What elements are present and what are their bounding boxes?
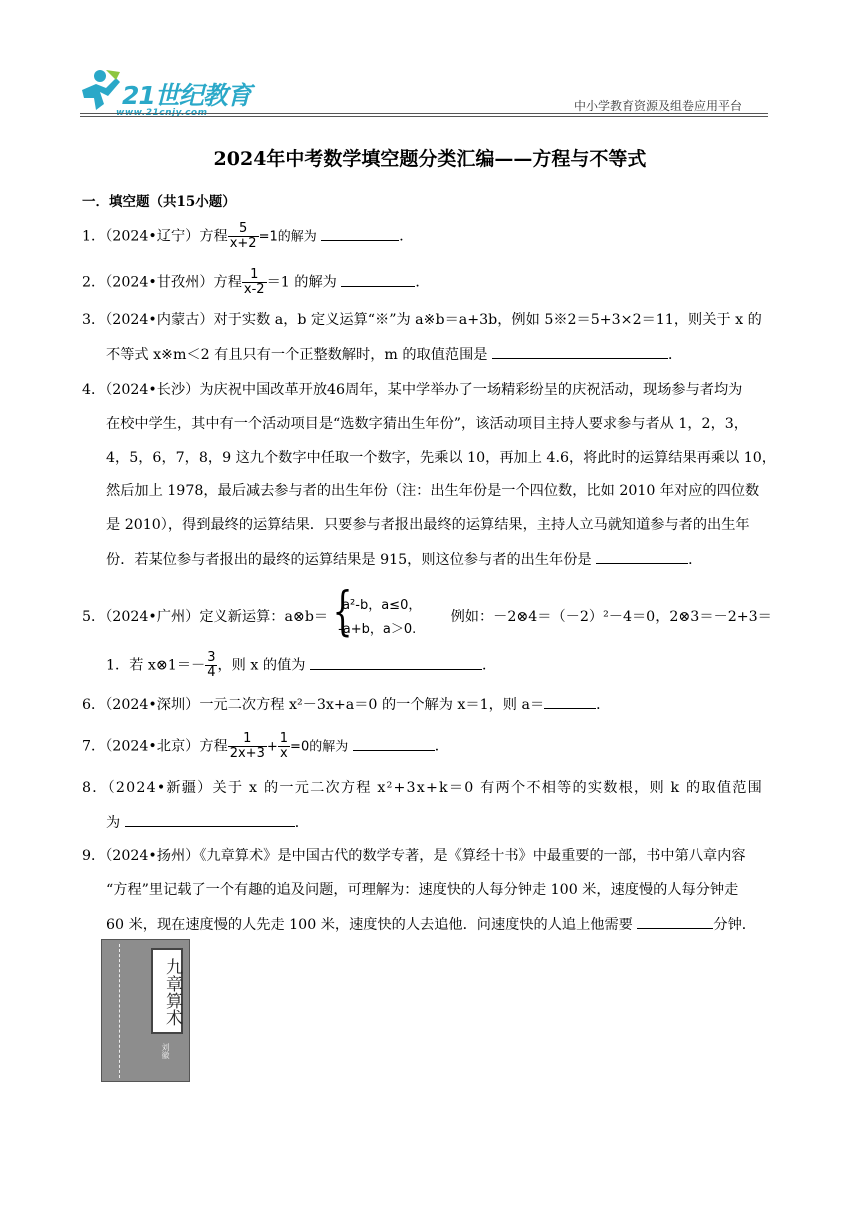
answer-blank[interactable] [321, 226, 399, 241]
fraction: $\frac{3}{4}$ [207, 650, 216, 680]
answer-blank[interactable] [310, 655, 482, 670]
logo-text: 21世纪教育 [122, 81, 251, 110]
answer-blank[interactable] [637, 914, 713, 929]
fraction: $\frac{5}{x+2}$ [229, 221, 257, 251]
fraction: $\frac{1}{x}$ [279, 731, 289, 761]
platform-label: 中小学教育资源及组卷应用平台 [573, 99, 742, 113]
runner-icon [76, 68, 122, 112]
answer-blank[interactable] [353, 736, 435, 751]
header-divider-2 [80, 116, 768, 117]
fraction: $\frac{1}{x-2}$ [243, 267, 265, 297]
header-divider [80, 113, 768, 114]
book-title: 九章算术 [151, 948, 183, 1034]
page-title: 2024年中考数学填空题分类汇编——方程与不等式 [213, 148, 647, 170]
answer-blank[interactable] [492, 344, 668, 359]
book-illustration [101, 939, 190, 1082]
book-binding [119, 944, 120, 1078]
answer-blank[interactable] [544, 694, 596, 709]
piecewise-definition: { a²-b，a≤0， -a+b，a＞0. [332, 582, 422, 642]
section-heading: 一．填空题（共15小题） [82, 194, 236, 210]
fraction: $\frac{1}{2x+3}$ [229, 731, 265, 761]
answer-blank[interactable] [341, 272, 415, 287]
book-author: 刘徽 [161, 1043, 170, 1059]
answer-blank[interactable] [125, 812, 295, 827]
answer-blank[interactable] [596, 549, 688, 564]
logo-url: www.21cnjy.com [116, 108, 208, 118]
